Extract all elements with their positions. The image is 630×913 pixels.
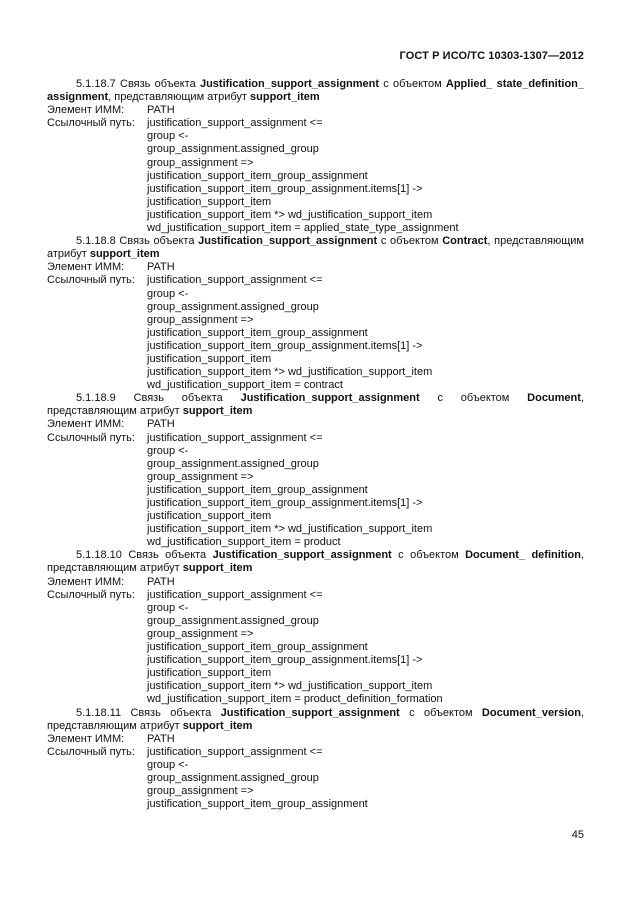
path-expression: justification_support_item *> wd_justification_support_item [147,523,433,536]
path-expression: justification_support_item_group_assignment.items[1] -> [147,182,423,195]
clause-title [47,707,584,733]
path-line [47,379,584,392]
path-line [47,523,584,536]
path-line [47,628,584,641]
element-value: PATH [147,261,175,274]
target-entity-name: Document_version [481,706,581,719]
path-expression: justification_support_item_group_assignment [147,169,368,182]
path-line [47,432,584,445]
path-line [47,589,584,602]
path-line [47,785,584,798]
spacer [47,222,147,235]
path-expression: group_assignment => [147,156,254,169]
target-entity-name: Document_ definition [465,549,581,562]
spacer [47,772,147,785]
clause-title [47,78,584,104]
path-expression: group_assignment.assigned_group [147,457,319,470]
clause-title [47,235,584,261]
element-value: PATH [147,575,175,588]
target-entity-name: Document [527,392,581,405]
clause-text: с объектом [379,78,446,90]
clause-section [47,235,584,392]
path-expression: justification_support_item *> wd_justification_support_item [147,366,433,379]
element-label: Элемент ИММ: [47,575,125,588]
path-expression: justification_support_item *> wd_justification_support_item [147,208,433,221]
spacer [47,602,147,615]
path-line [47,130,584,143]
path-line [47,157,584,170]
spacer [47,445,147,458]
path-expression: justification_support_assignment <= [147,274,323,287]
path-line [47,772,584,785]
clause-text: с объектом [399,706,482,719]
path-line [47,458,584,471]
path-line [47,615,584,628]
spacer [47,340,147,353]
clause-text: Связь объекта [115,392,241,405]
path-expression: justification_support_assignment <= [147,588,323,601]
spacer [47,641,147,654]
path-expression: wd_justification_support_item = product_definition_formation [147,693,443,706]
path-expression: justification_support_item *> wd_justification_support_item [147,680,433,693]
spacer [47,209,147,222]
clause-text: Связь объекта [115,235,199,248]
ref-path-label: Ссылочный путь: [47,431,135,444]
path-line [47,353,584,366]
clause-text: Связь объекта [121,549,213,562]
path-expression: group_assignment.assigned_group [147,614,319,627]
path-expression: wd_justification_support_item = product [147,536,341,549]
ref-path-label: Ссылочный путь: [47,274,135,287]
spacer [47,497,147,510]
element-row [47,576,584,589]
path-expression: group_assignment.assigned_group [147,300,319,313]
clause-text: , представляющим атрибут [47,549,584,575]
element-row [47,261,584,274]
path-expression: justification_support_item [147,510,272,523]
path-line [47,471,584,484]
spacer [47,523,147,536]
spacer [47,667,147,680]
path-line [47,222,584,235]
clause-text: , представляющим атрибут [108,91,251,104]
clause-text: , представляющим атрибут [47,706,585,732]
spacer [47,785,147,798]
path-expression: group_assignment => [147,470,254,483]
clause-text: Связь объекта [121,706,221,719]
path-expression: justification_support_item_group_assignment [147,326,368,339]
path-expression: group <- [147,758,189,771]
path-expression: justification_support_item [147,195,272,208]
entity-name: Justification_support_assignment [212,549,392,562]
path-line [47,680,584,693]
spacer [47,693,147,706]
clause-number: 5.1.18.11 [76,706,122,719]
element-value: PATH [147,418,175,431]
element-row [47,104,584,117]
path-line [47,445,584,458]
clause-text: с объектом [377,235,443,248]
path-expression: group_assignment.assigned_group [147,771,319,784]
spacer [47,353,147,366]
path-expression: justification_support_item_group_assignment [147,641,368,654]
path-line [47,288,584,301]
clause-text: , представляющим атрибут [47,392,584,418]
page-number: 45 [571,829,584,841]
spacer [47,458,147,471]
spacer [47,615,147,628]
attribute-name: support_item [182,719,253,732]
path-line [47,183,584,196]
path-line [47,759,584,772]
spacer [47,301,147,314]
path-line [47,340,584,353]
path-line [47,497,584,510]
element-value: PATH [147,104,175,117]
spacer [47,471,147,484]
path-line [47,143,584,156]
path-line [47,667,584,680]
attribute-name: support_item [250,91,320,104]
path-expression: justification_support_assignment <= [147,117,323,130]
path-expression: group_assignment.assigned_group [147,143,319,156]
spacer [47,196,147,209]
entity-name: Justification_support_assignment [220,706,400,719]
ref-path-label: Ссылочный путь: [47,117,135,130]
document-body [47,78,584,811]
path-line [47,196,584,209]
path-line [47,602,584,615]
path-line [47,170,584,183]
element-row [47,733,584,746]
spacer [47,130,147,143]
spacer [47,484,147,497]
clause-number: 5.1.18.7 [76,78,116,90]
element-label: Элемент ИММ: [47,418,125,431]
clause-number: 5.1.18.9 [76,392,116,405]
spacer [47,798,147,811]
path-expression: justification_support_item_group_assignment.items[1] -> [147,339,423,352]
spacer [47,143,147,156]
path-expression: justification_support_item [147,352,272,365]
clause-text: с объектом [391,549,466,562]
element-label: Элемент ИММ: [47,261,125,274]
path-expression: group <- [147,444,189,457]
path-line [47,327,584,340]
path-expression: justification_support_assignment <= [147,431,323,444]
path-expression: wd_justification_support_item = contract [147,379,343,392]
clause-section [47,707,584,812]
path-expression: justification_support_item_group_assignment [147,798,368,811]
target-entity-name: Applied_ state_definition_ assignment [47,78,584,104]
spacer [47,379,147,392]
path-line [47,510,584,523]
ref-path-label: Ссылочный путь: [47,745,135,758]
element-label: Элемент ИММ: [47,732,125,745]
entity-name: Justification_support_assignment [198,235,378,248]
clause-title [47,549,584,575]
spacer [47,628,147,641]
path-line [47,798,584,811]
clause-section [47,78,584,235]
path-line [47,693,584,706]
path-expression: justification_support_item_group_assignment.items[1] -> [147,497,423,509]
attribute-name: support_item [89,248,160,261]
spacer [47,157,147,170]
entity-name: Justification_support_assignment [240,392,420,405]
entity-name: Justification_support_assignment [199,78,380,90]
path-expression: group_assignment => [147,785,254,798]
path-line [47,654,584,667]
clause-section [47,549,584,706]
document-header: ГОСТ Р ИСО/ТС 10303-1307—2012 [399,50,584,62]
spacer [47,170,147,183]
spacer [47,759,147,772]
attribute-name: support_item [182,562,253,575]
clause-number: 5.1.18.10 [76,549,122,562]
path-expression: justification_support_item_group_assignment [147,483,368,496]
path-expression: justification_support_item [147,667,272,680]
ref-path-label: Ссылочный путь: [47,588,135,601]
path-expression: wd_justification_support_item = applied_state_type_assignment [147,222,459,235]
path-line [47,301,584,314]
path-expression: group <- [147,287,189,300]
spacer [47,680,147,693]
spacer [47,288,147,301]
clause-text: , представляющим атрибут [47,235,584,261]
target-entity-name: Contract [442,235,488,248]
path-line [47,484,584,497]
path-line [47,366,584,379]
clause-title [47,392,584,418]
element-row [47,418,584,431]
path-line [47,746,584,759]
spacer [47,536,147,549]
path-expression: group_assignment => [147,313,254,326]
clause-text: Связь объекта [115,78,200,90]
path-line [47,314,584,327]
path-expression: justification_support_item_group_assignment.items[1] -> [147,654,423,667]
path-expression: group <- [147,601,189,614]
path-line [47,117,584,130]
path-expression: justification_support_assignment <= [147,745,323,758]
element-label: Элемент ИММ: [47,104,125,117]
spacer [47,327,147,340]
spacer [47,183,147,196]
spacer [47,314,147,327]
element-value: PATH [147,732,175,745]
path-line [47,209,584,222]
path-line [47,536,584,549]
spacer [47,510,147,523]
path-expression: group <- [147,130,189,143]
path-line [47,274,584,287]
clause-section [47,392,584,549]
path-line [47,641,584,654]
path-expression: group_assignment => [147,627,254,640]
clause-text: с объектом [419,392,528,405]
spacer [47,366,147,379]
attribute-name: support_item [182,405,253,418]
clause-number: 5.1.18.8 [76,235,116,248]
spacer [47,654,147,667]
